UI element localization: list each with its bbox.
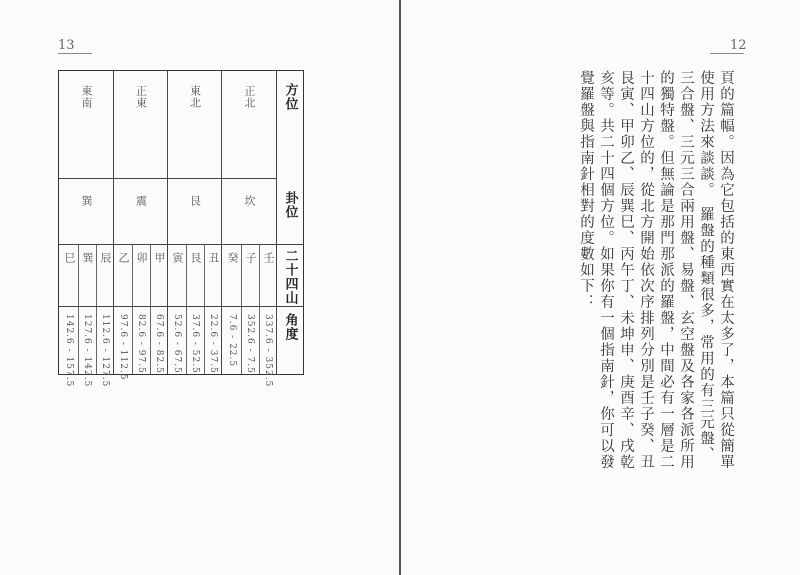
mountain-label: 子 <box>244 252 257 264</box>
mountain-label: 壬 <box>262 252 275 264</box>
degree-range: 337.6 - 352.5 <box>263 314 273 388</box>
compass-degree-table <box>58 70 304 388</box>
direction-group-north <box>222 71 277 388</box>
degree-range: 142.6 - 157.5 <box>64 314 74 388</box>
header-trigram: 卦位 <box>282 191 298 219</box>
trigram-label: 艮 <box>188 195 202 207</box>
mountain-label: 丑 <box>207 252 220 264</box>
body-text: 頁的篇幅。因為它包括的東西實在太多了，本篇只從簡單使用方法來談談。 羅盤的種類很多，常用的有三元盤、三合盤、三元三合兩用盤、易盤、玄空盤及各家各派所用的獨特盤。但無論是那門那派的羅盤，中間必有一層是二十四山方位的，從北方開始依次序排列分別是壬子癸、丑艮寅、甲卯乙、辰巽巳、丙午丁、未坤申、庚酉辛、戌乾亥等。共二十四個方位。如果你有一個指南針，你可以發覺羅盤與指南針相對的度數如下： <box>578 70 734 470</box>
degree-range: 127.6 - 142.5 <box>82 314 92 388</box>
direction-label: 正北 <box>243 85 256 109</box>
book-gutter <box>399 0 401 575</box>
row-divider <box>59 306 303 307</box>
degree-range: 7.6 - 22.5 <box>227 314 237 368</box>
direction-group-northeast <box>168 71 222 374</box>
direction-label: 正東 <box>134 85 148 109</box>
mountain-label: 艮 <box>189 252 202 264</box>
row-divider <box>59 178 277 179</box>
degree-range: 52.6 - 67.5 <box>172 314 182 374</box>
mountain-label: 辰 <box>99 252 112 264</box>
degree-range: 67.6 - 82.5 <box>154 314 164 374</box>
trigram-label: 坎 <box>243 195 256 207</box>
row-divider <box>59 244 303 245</box>
page-number-left: 13 <box>58 38 75 53</box>
mountain-label: 寅 <box>171 252 184 264</box>
mountain-label: 巽 <box>81 252 94 264</box>
trigram-label: 巽 <box>80 195 93 207</box>
header-column <box>277 71 303 374</box>
direction-group-southeast <box>59 71 114 388</box>
mountain-label: 乙 <box>117 252 130 264</box>
header-rule-right <box>710 53 744 54</box>
degree-range: 22.6 - 37.5 <box>208 314 218 374</box>
degree-range: 352.6 - 7.5 <box>245 314 255 374</box>
header-degrees: 角度 <box>282 313 298 341</box>
degree-range: 82.6 - 97.5 <box>136 314 146 374</box>
direction-label: 東南 <box>80 85 93 109</box>
header-rule-left <box>58 53 92 54</box>
direction-group-east <box>114 71 168 381</box>
mountain-label: 甲 <box>153 252 166 264</box>
trigram-label: 震 <box>134 195 148 207</box>
degree-range: 112.6 - 127.5 <box>100 314 110 388</box>
degree-range: 37.6 - 52.5 <box>190 314 200 374</box>
mountain-label: 癸 <box>226 252 239 264</box>
degree-range: 97.6 - 112.5 <box>118 314 128 381</box>
header-position: 方位 <box>282 83 298 111</box>
page-number-right: 12 <box>730 38 747 53</box>
direction-label: 東北 <box>188 85 202 109</box>
mountain-label: 卯 <box>135 252 148 264</box>
mountain-label: 巳 <box>63 252 76 264</box>
header-mountains: 二十四山 <box>282 249 298 305</box>
